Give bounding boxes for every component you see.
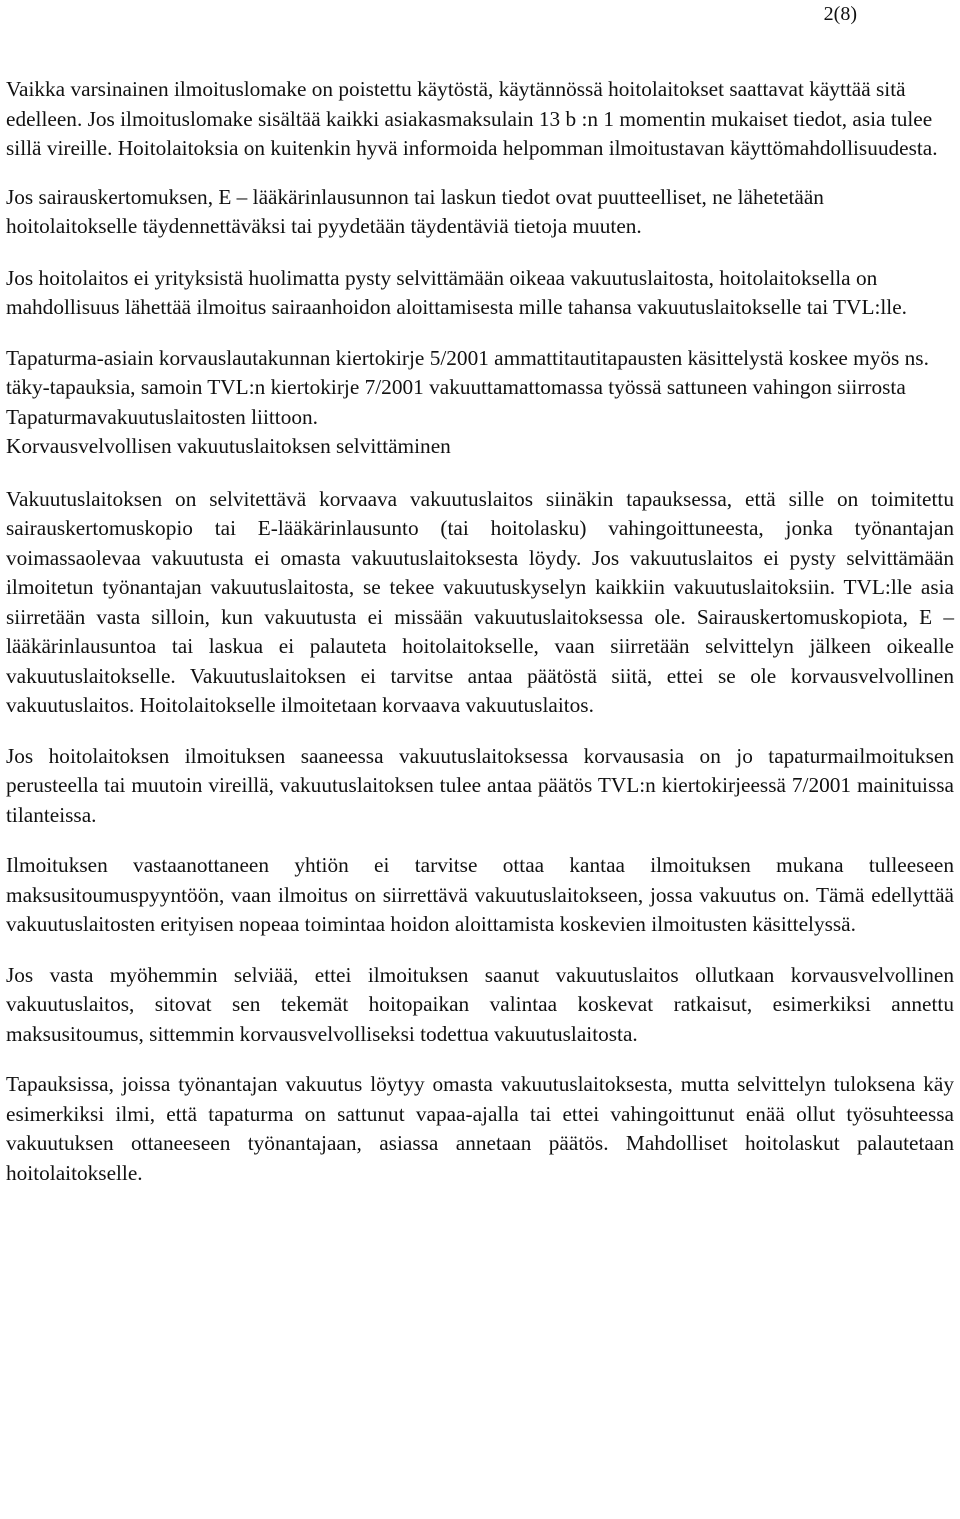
paragraph-6: Jos hoitolaitoksen ilmoituksen saaneessa vakuutuslaitoksessa korvausasia on jo tapaturmailmoituksen perusteella tai muutoin vireillä, vakuutuslaitoksen tulee antaa päätös TVL:n kiertokirjeessä 7/2001 mainituissa tilanteissa.: [6, 743, 954, 827]
paragraph-2: Jos sairauskertomuksen, E – lääkärinlausunnon tai laskun tiedot ovat puutteelliset, ne lähetetään hoitolaitokselle täydennettäväksi tai pyydetään täydentäviä tietoja muuten.: [6, 184, 824, 238]
paragraph-3: Jos hoitolaitos ei yrityksistä huolimatta pysty selvittämään oikeaa vakuutuslaitosta, hoitolaitoksella on mahdollisuus lähettää ilmoitus sairaanhoidon aloittamisesta mille tahansa vakuutuslaitokselle tai TVL:lle.: [6, 265, 907, 319]
document-body: [6, 75, 954, 1188]
paragraph-4: Tapaturma-asiain korvauslautakunnan kiertokirje 5/2001 ammattitautitapausten käsittelystä koskee myös ns. täky-tapauksia, samoin TVL:n kiertokirje 7/2001 vakuuttamattomassa työssä sattuneen vahingon siirrosta Tapaturmavakuutuslaitosten liittoon.: [6, 345, 929, 429]
paragraph-1: Vaikka varsinainen ilmoituslomake on poistettu käytöstä, käytännössä hoitolaitokset saattavat käyttää sitä edelleen. Jos ilmoituslomake sisältää kaikki asiakasmaksulain 13 b :n 1 momentin mukaiset tiedot, asia tulee sillä vireille. Hoitolaitoksia on kuitenkin hyvä informoida helpomman ilmoitustavan käyttömahdollisuudesta.: [6, 77, 938, 160]
paragraph-8: Jos vasta myöhemmin selviää, ettei ilmoituksen saanut vakuutuslaitos ollutkaan korvausvelvollinen vakuutuslaitos, sitovat sen tekemät hoitopaikan valintaa koskevat ratkaisut, esimerkiksi annettu maksusitoumus, sittemmin korvausvelvolliseksi todettua vakuutuslaitosta.: [6, 962, 954, 1046]
section-heading: Korvausvelvollisen vakuutuslaitoksen selvittäminen: [6, 434, 451, 458]
paragraph-5: Vakuutuslaitoksen on selvitettävä korvaava vakuutuslaitos siinäkin tapauksessa, että sille on toimitettu sairauskertomuskopio tai E-lääkärinlausunto (tai hoitolasku) vahingoittuneesta, jonka työnantajan voimassaolevaa vakuutusta ei omasta vakuutuslaitoksesta löydy. Jos vakuutuslaitos ei pysty selvittämään ilmoitetun työnantajan vakuutuslaitosta, se tekee vakuutuskyselyn kaikkiin vakuutuslaitoksiin. TVL:lle asia siirretään vasta silloin, kun vakuutusta ei missään vakuutuslaitoksessa ole. Sairauskertomuskopiota, E – lääkärinlausuntoa tai laskua ei palauteta hoitolaitokselle, vaan siirretään selvittelyn jälkeen oikealle vakuutuslaitokselle. Vakuutuslaitoksen ei tarvitse antaa päätöstä siitä, ettei se ole korvausvelvollinen vakuutuslaitos. Hoitolaitokselle ilmoitetaan korvaava vakuutuslaitos.: [6, 486, 954, 717]
paragraph-7: Ilmoituksen vastaanottaneen yhtiön ei tarvitse ottaa kantaa ilmoituksen mukana tulleeseen maksusitoumuspyyntöön, vaan ilmoitus on siirrettävä vakuutuslaitokseen, jossa vakuutus on. Tämä edellyttää vakuutuslaitosten erityisen nopeaa toimintaa hoidon aloittamista koskevien ilmoitusten käsittelyssä.: [6, 853, 954, 936]
paragraph-9: Tapauksissa, joissa työnantajan vakuutus löytyy omasta vakuutuslaitoksesta, mutta selvittelyn tuloksena käy esimerkiksi ilmi, että tapaturma on sattunut vapaa-ajalla tai ettei vahingoittunut enää ollut työsuhteessa vakuutuksen ottaneeseen työnantajaan, asiassa annetaan päätös. Mahdolliset hoitolaskut palautetaan hoitolaitokselle.: [6, 1072, 954, 1185]
page-number: 2(8): [823, 3, 857, 25]
